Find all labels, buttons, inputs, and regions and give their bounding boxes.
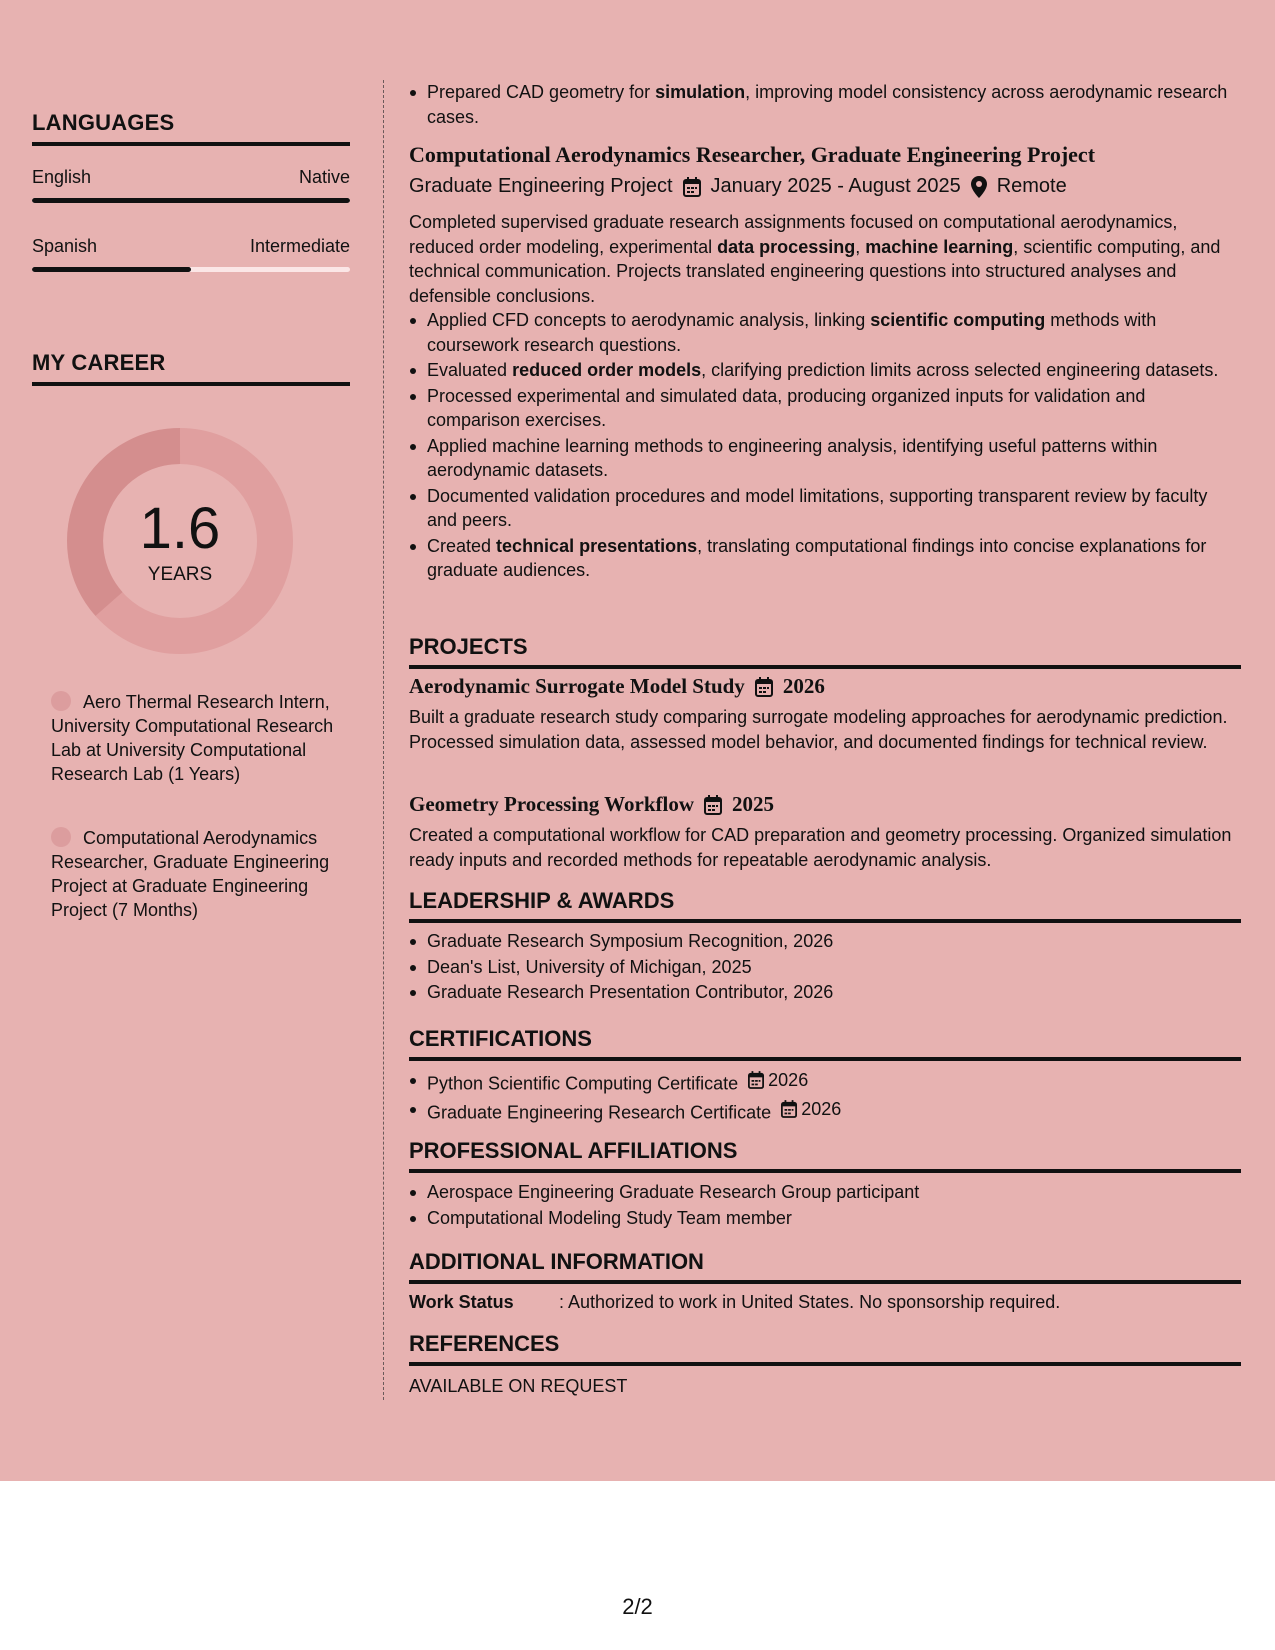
references-text: AVAILABLE ON REQUEST <box>409 1376 628 1396</box>
column-divider <box>383 80 384 1400</box>
certification-year: 2026 <box>801 1098 842 1119</box>
certification-name: Python Scientific Computing Certificate <box>427 1073 739 1094</box>
experience-carry-bullets <box>409 80 1241 130</box>
project-title: Geometry Processing Workflow <box>409 792 695 816</box>
language-name: Spanish <box>32 236 98 256</box>
language-level: Intermediate <box>249 236 350 256</box>
language-bar-fill <box>32 267 191 272</box>
list-item <box>409 434 1241 483</box>
project-title-row <box>409 792 1241 817</box>
bullet-emphasis: technical presentations <box>496 535 698 556</box>
career-list-item <box>51 826 341 922</box>
bullet-text: Created <box>427 535 497 556</box>
summary-emphasis: machine learning <box>865 236 1014 257</box>
career-item-text: Computational Aerodynamics Researcher, Graduate Engineering Project at Graduate Engineering Project (7 Months) <box>51 828 330 920</box>
bullet-emphasis: simulation <box>655 82 746 102</box>
bullet-text: Applied CFD concepts to aerodynamic analysis, linking <box>427 310 871 330</box>
summary-emphasis: data processing <box>717 236 856 257</box>
career-years-value: 1.6 <box>139 496 221 561</box>
work-status-row <box>409 1290 1241 1315</box>
language-name: English <box>32 167 92 187</box>
summary-text: , <box>855 236 866 257</box>
list-item <box>409 308 1241 357</box>
work-status-value: : Authorized to work in United States. No sponsorship required. <box>559 1292 1061 1312</box>
references-heading: REFERENCES <box>409 1331 1241 1366</box>
bullet-text: , improving model consistency across aerodynamic research cases. <box>427 82 1228 127</box>
bullet-text: Evaluated <box>427 360 513 380</box>
list-item <box>409 1097 1241 1125</box>
bullet-text: Processed experimental and simulated data, producing organized inputs for validation and comparison exercises. <box>427 385 1146 430</box>
role-organization: Graduate Engineering Project <box>409 175 673 197</box>
list-item: Aerospace Engineering Graduate Research Group participant <box>409 1180 1241 1205</box>
project-title-row <box>409 674 1241 699</box>
list-item <box>409 1068 1241 1096</box>
bullet-emphasis: scientific computing <box>870 310 1046 330</box>
bullet-text: , clarifying prediction limits across selected engineering datasets. <box>701 360 1219 380</box>
list-item: Dean's List, University of Michigan, 2025 <box>409 955 1241 980</box>
career-years-donut <box>67 428 293 654</box>
language-level: Native <box>298 167 350 187</box>
list-item <box>409 384 1241 433</box>
project-description: Created a computational workflow for CAD preparation and geometry processing. Organized simulation ready inputs and recorded methods for repeatable aerodynamic analysis. <box>409 825 1232 870</box>
project-description: Built a graduate research study comparing surrogate modeling approaches for aerodynamic prediction. Processed simulation data, assessed model behavior, and documented findings for technical review. <box>409 707 1228 752</box>
career-item-text: Aero Thermal Research Intern, University Computational Research Lab at University Computational Research Lab (1 Years) <box>51 692 334 784</box>
list-item: Graduate Research Presentation Contributor, 2026 <box>409 980 1241 1005</box>
map-pin-icon <box>971 176 987 198</box>
project-year: 2025 <box>732 792 775 816</box>
certification-name: Graduate Engineering Research Certificate <box>427 1102 772 1122</box>
list-item <box>409 534 1241 583</box>
certification-date <box>781 1097 841 1122</box>
affiliations-heading: PROFESSIONAL AFFILIATIONS <box>409 1138 1241 1173</box>
calendar-icon <box>748 1071 764 1089</box>
list-item <box>409 484 1241 533</box>
list-item <box>409 358 1241 383</box>
certification-date <box>748 1068 808 1093</box>
summary-text: Completed supervised graduate research assignments focused on computational aerodynamics, reduced order modeling, experimental <box>409 212 1178 257</box>
role-meta <box>409 175 1241 198</box>
language-row-english <box>32 167 350 188</box>
list-item: Graduate Research Symposium Recognition, 2026 <box>409 929 1241 954</box>
language-bar-fill <box>32 198 350 203</box>
career-dot-icon <box>51 827 71 847</box>
certification-year: 2026 <box>768 1070 809 1090</box>
language-bar-spanish <box>32 267 350 272</box>
role-dates: January 2025 - August 2025 <box>710 175 961 197</box>
certifications-list <box>409 1068 1241 1126</box>
role-bullets <box>409 308 1241 584</box>
list-item: Computational Modeling Study Team member <box>409 1206 1241 1231</box>
certifications-heading: CERTIFICATIONS <box>409 1026 1241 1061</box>
affiliations-list <box>409 1180 1241 1231</box>
career-list-item <box>51 690 341 786</box>
bullet-text: methods with coursework research questions. <box>427 310 1157 355</box>
bullet-text: Documented validation procedures and model limitations, supporting transparent review by faculty and peers. <box>427 485 1208 530</box>
list-item <box>409 80 1241 129</box>
languages-heading: LANGUAGES <box>32 110 350 146</box>
additional-info-heading: ADDITIONAL INFORMATION <box>409 1249 1241 1284</box>
language-row-spanish <box>32 236 350 257</box>
project-title: Aerodynamic Surrogate Model Study <box>409 674 745 698</box>
career-dot-icon <box>51 691 71 711</box>
work-status-label: Work Status <box>409 1292 514 1312</box>
leadership-list <box>409 929 1241 1006</box>
career-heading: MY CAREER <box>32 350 350 386</box>
calendar-icon <box>781 1100 797 1118</box>
calendar-icon <box>704 795 722 815</box>
leadership-heading: LEADERSHIP & AWARDS <box>409 888 1241 923</box>
role-summary <box>409 210 1241 308</box>
bullet-text: , translating computational findings into concise explanations for graduate audiences. <box>427 535 1207 580</box>
language-bar-english <box>32 198 350 203</box>
page-number: 2/2 <box>622 1594 653 1619</box>
calendar-icon <box>683 177 701 197</box>
summary-text: , scientific computing, and technical communication. Projects translated engineering questions into structured analyses and defensible conclusions. <box>409 236 1221 306</box>
role-location: Remote <box>996 175 1067 197</box>
projects-heading: PROJECTS <box>409 634 1241 669</box>
career-years-label: YEARS <box>147 564 213 585</box>
bullet-emphasis: reduced order models <box>512 360 702 380</box>
bullet-text: Prepared CAD geometry for <box>427 82 656 102</box>
calendar-icon <box>755 677 773 697</box>
project-year: 2026 <box>782 674 825 698</box>
bullet-text: Applied machine learning methods to engineering analysis, identifying useful patterns within aerodynamic datasets. <box>427 435 1158 480</box>
role-title: Computational Aerodynamics Researcher, Graduate Engineering Project <box>409 142 1096 167</box>
